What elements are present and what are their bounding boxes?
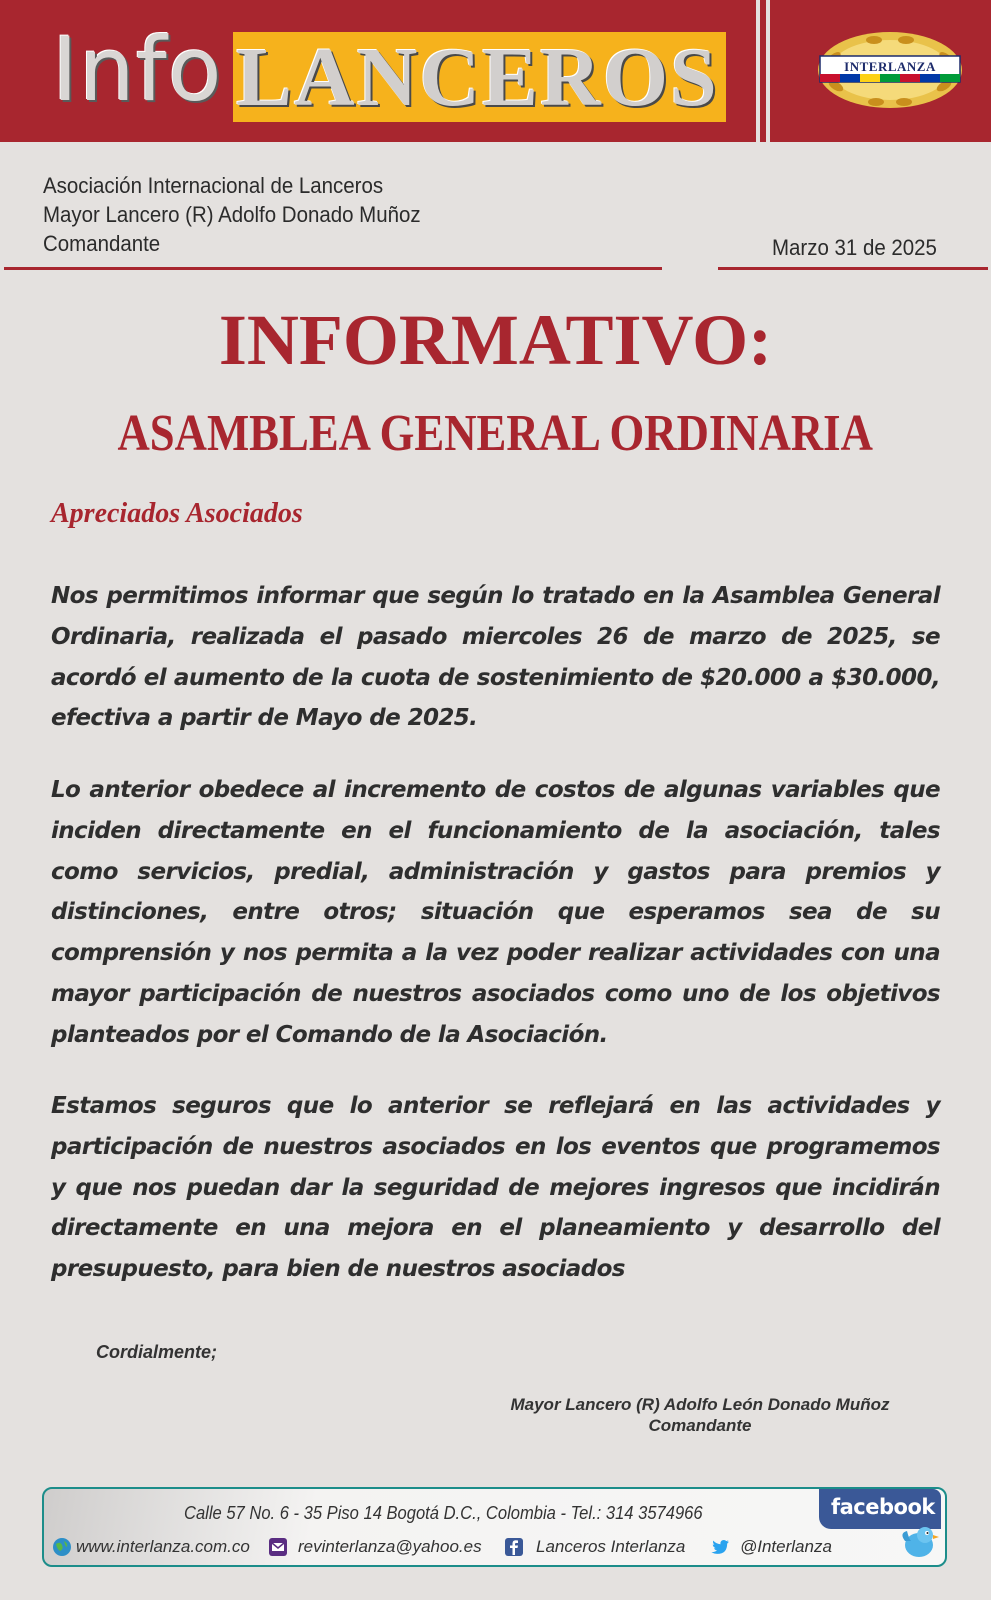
body-paragraph-1: Nos permitimos informar que según lo tratado en la Asamblea General Ordinaria, realizada el pasado miercoles 26 de marzo de 2025, se acordó el aumento de la cuota de sostenimiento de $20.000 a $30.000, efectiva a partir de Mayo de 2025. [51,583,940,732]
email-icon [268,1537,288,1557]
website-link[interactable] [52,1537,250,1557]
closing-text: Cordialmente; [96,1342,218,1362]
facebook-badge-label: facebook [831,1495,935,1519]
body-paragraph-2: Lo anterior obedece al incremento de costos de algunas variables que inciden directamente en el funcionamiento de la asociación, tales como servicios, predial, administración y gastos para premios y distinciones, entre otros; situación que esperamos sea de su comprensión y nos permita a la vez poder realizar actividades con una mayor participación de nuestros asociados como uno de los objetivos planteados por el Comando de la Asociación. [51,777,940,1048]
signature-block [480,1394,920,1436]
email-link[interactable] [268,1537,482,1557]
facebook-icon [504,1537,524,1557]
body-paragraph-3: Estamos seguros que lo anterior se reflejará en las actividades y participación de nuestros asociados en los eventos que programemos y que nos puedan dar la seguridad de mejores ingresos que incidirán directamente en una mejora en el planeamiento y desarrollo del presupuesto, para bien de nuestros asociados [51,1093,940,1283]
brand-lanceros-text: LANCEROS [236,31,719,124]
facebook-link[interactable] [504,1537,685,1557]
footer-contact-bar [42,1487,947,1567]
sender-block [43,171,449,258]
sender-name: Mayor Lancero (R) Adolfo Donado Muñoz [43,202,421,227]
website-text: www.interlanza.com.co [76,1537,250,1556]
page-subtitle [0,402,991,466]
divider-right [718,267,988,270]
subtitle-text: ASAMBLEA GENERAL ORDINARIA [117,405,874,462]
signature-name: Mayor Lancero (R) Adolfo León Donado Muñoz [510,1395,890,1414]
twitter-bird-icon [897,1519,941,1563]
page-title: INFORMATIVO: [218,300,773,380]
globe-icon [52,1537,72,1557]
footer-address: Calle 57 No. 6 - 35 Piso 14 Bogotá D.C., Colombia - Tel.: 314 3574966 [184,1503,703,1523]
header-divider [756,0,770,142]
twitter-icon [710,1537,730,1557]
twitter-link[interactable] [710,1537,832,1557]
sender-role: Comandante [43,231,161,256]
brand-info-text: Info [52,18,223,121]
email-text: revinterlanza@yahoo.es [298,1537,482,1556]
signature-role: Comandante [648,1416,752,1435]
facebook-text: Lanceros Interlanza [536,1537,686,1556]
divider-left [4,267,662,270]
interlanza-logo [814,28,966,112]
sender-organization: Asociación Internacional de Lanceros [43,173,384,198]
twitter-text: @Interlanza [740,1537,832,1556]
salutation: Apreciados Asociados [51,498,303,529]
document-date: Marzo 31 de 2025 [772,235,937,260]
logo-text: INTERLANZA [844,59,936,74]
